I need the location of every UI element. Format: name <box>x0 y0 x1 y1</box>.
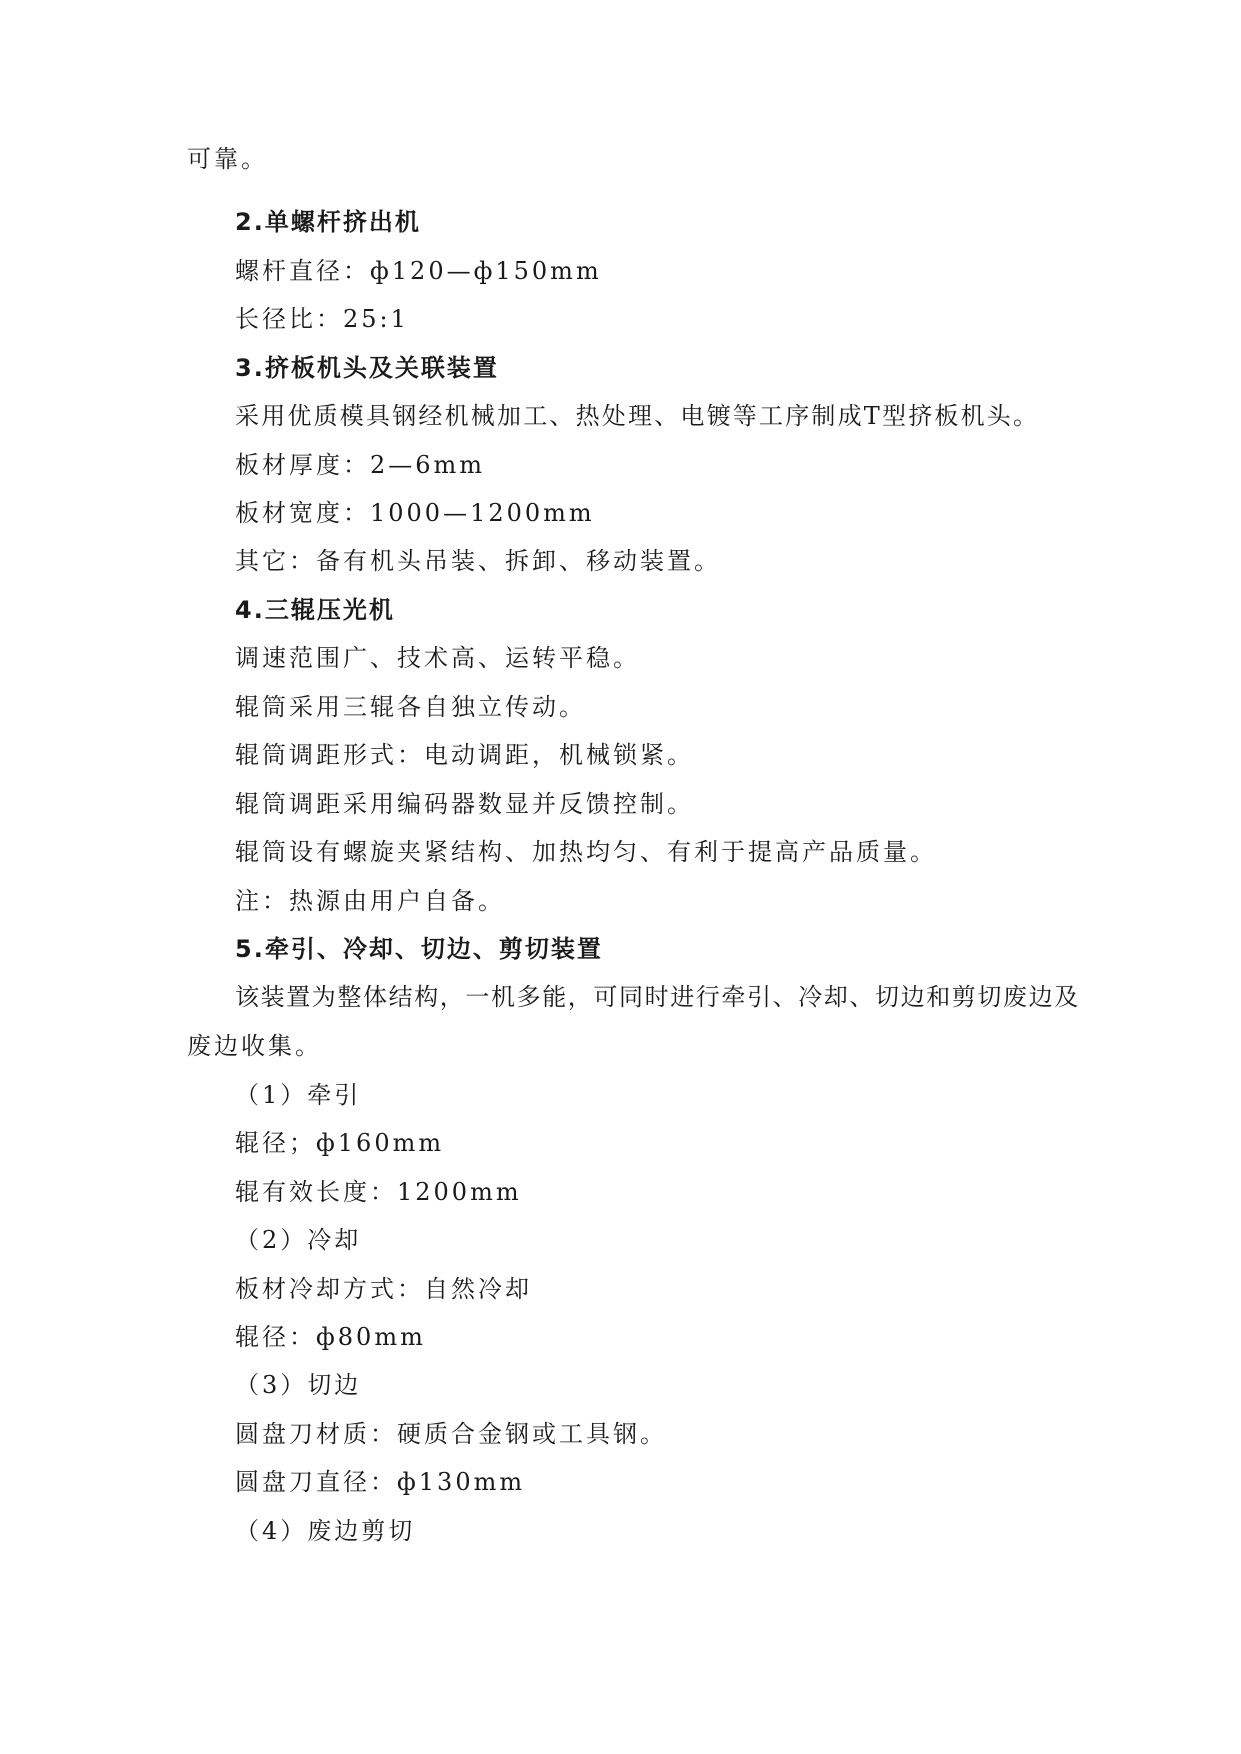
body-text-line: 辊筒设有螺旋夹紧结构、加热均匀、有利于提高产品质量。 <box>235 838 937 866</box>
body-text-line: 该装置为整体结构，一机多能，可同时进行牵引、冷却、切边和剪切废边及 <box>235 983 1080 1011</box>
subsection-label: （1）牵引 <box>235 1081 362 1109</box>
body-text-line: 圆盘刀材质：硬质合金钢或工具钢。 <box>235 1420 667 1448</box>
section-heading: 2.单螺杆挤出机 <box>235 208 421 236</box>
body-text-line: 螺杆直径：ф120—ф150mm <box>235 257 602 285</box>
body-text-line: 辊筒调距采用编码器数显并反馈控制。 <box>235 790 694 818</box>
body-text-line: 注：热源由用户自备。 <box>235 887 505 915</box>
body-text-line: 可靠。 <box>187 145 268 173</box>
body-text-line: 长径比：25:1 <box>235 305 409 333</box>
body-text-line: 辊有效长度：1200mm <box>235 1178 522 1206</box>
section-heading: 4.三辊压光机 <box>235 596 395 624</box>
body-text-line: 板材冷却方式：自然冷却 <box>235 1275 532 1303</box>
body-text-line: 其它：备有机头吊装、拆卸、移动装置。 <box>235 547 721 575</box>
body-text-line: 辊径：ф80mm <box>235 1323 426 1351</box>
subsection-label: （4）废边剪切 <box>235 1517 416 1545</box>
subsection-label: （2）冷却 <box>235 1226 362 1254</box>
body-text-line: 辊筒调距形式：电动调距，机械锁紧。 <box>235 741 694 769</box>
body-text-line: 板材厚度：2—6mm <box>235 451 486 479</box>
body-text-line: 圆盘刀直径：ф130mm <box>235 1468 526 1496</box>
body-text-line: 板材宽度：1000—1200mm <box>235 499 595 527</box>
body-text-line: 辊径；ф160mm <box>235 1129 445 1157</box>
body-text-line: 废边收集。 <box>187 1032 322 1060</box>
body-text-line: 采用优质模具钢经机械加工、热处理、电镀等工序制成T型挤板机头。 <box>235 402 1040 430</box>
body-text-line: 辊筒采用三辊各自独立传动。 <box>235 693 586 721</box>
section-heading: 5.牵引、冷却、切边、剪切装置 <box>235 935 603 963</box>
body-text-line: 调速范围广、技术高、运转平稳。 <box>235 644 640 672</box>
subsection-label: （3）切边 <box>235 1371 362 1399</box>
section-heading: 3.挤板机头及关联装置 <box>235 354 499 382</box>
